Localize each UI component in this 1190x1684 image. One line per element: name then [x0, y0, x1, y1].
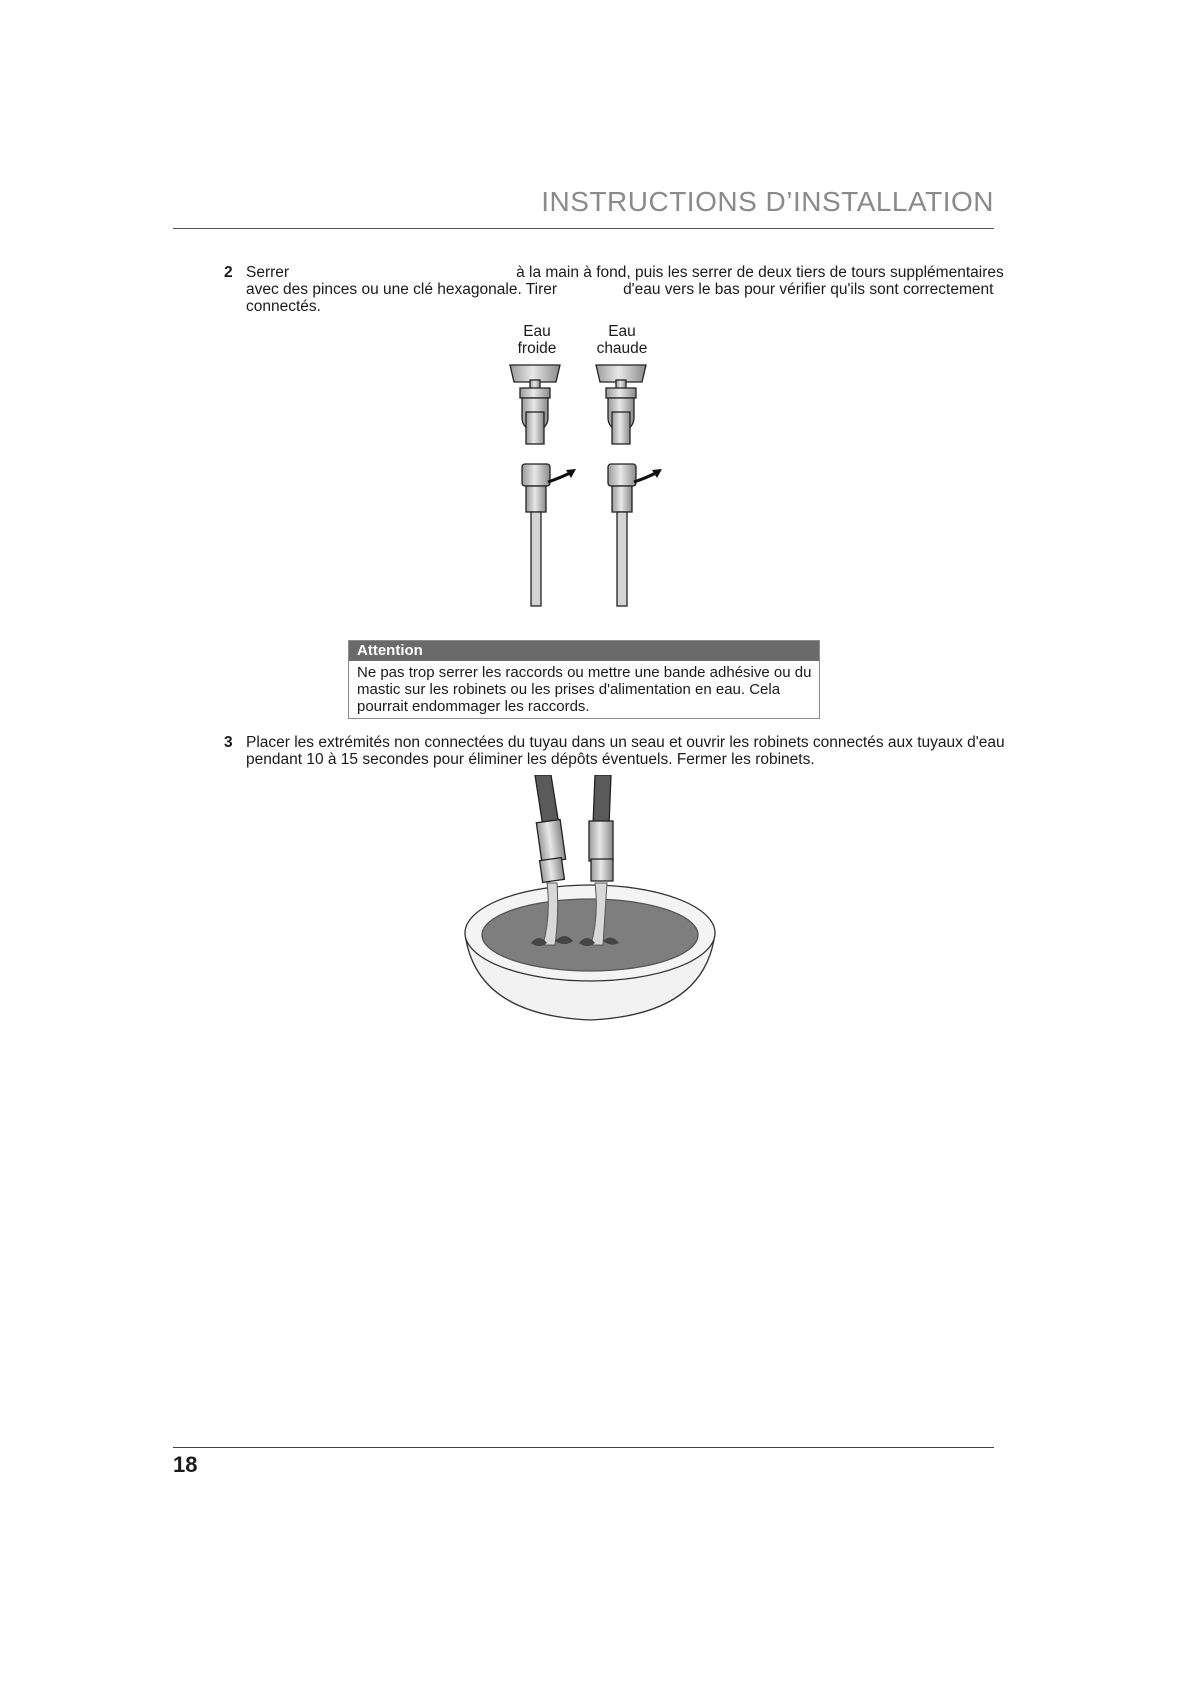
- step-3-line1: Placer les extrémités non connectées du tuyau dans un seau et ouvrir les robinets connectés aux tuyaux d'eau: [246, 734, 1005, 751]
- page-number: 18: [173, 1452, 198, 1477]
- cold-water-label: Eau froide: [517, 323, 557, 357]
- cold-faucet-icon: [510, 365, 560, 444]
- hot-water-label: Eau chaude: [596, 323, 648, 357]
- step-2-line1-a: Serrer: [246, 264, 290, 281]
- step-text: [246, 734, 1016, 768]
- step-2-line2-b: d'eau vers le bas pour vérifier qu'ils sont correctement: [623, 281, 994, 298]
- footer-divider: [173, 1447, 994, 1448]
- faucet-hose-illustration: [500, 360, 680, 610]
- tighten-arrow-icon: [548, 472, 658, 482]
- page-section-title: INSTRUCTIONS D’INSTALLATION: [541, 186, 994, 217]
- step-text: [246, 264, 1016, 315]
- hot-hose-icon: [608, 464, 636, 606]
- attention-title: Attention: [349, 641, 819, 661]
- attention-box: [348, 640, 820, 719]
- attention-text: Ne pas trop serrer les raccords ou mettre une bande adhésive ou du mastic sur les robinets ou les prises d'alimentation en eau. Cela pourrait endommager les raccords.: [357, 664, 812, 715]
- bucket-icon: [465, 885, 715, 1020]
- step-2-line1-b: à la main à fond, puis les serrer de deux tiers de tours supplémentaires: [516, 264, 1004, 281]
- bucket-flush-illustration: [455, 775, 725, 1025]
- step-2-line2-a: avec des pinces ou une clé hexagonale. Tirer: [246, 281, 558, 298]
- step-number: 2: [224, 264, 233, 281]
- step-number: 3: [224, 734, 233, 751]
- hot-faucet-icon: [596, 365, 646, 444]
- step-3-line2: pendant 10 à 15 secondes pour éliminer les dépôts éventuels. Fermer les robinets.: [246, 751, 815, 768]
- cold-hose-icon: [522, 464, 550, 606]
- hose-right-icon: [589, 775, 613, 881]
- header-divider: [173, 228, 994, 229]
- step-2-line3: connectés.: [246, 298, 321, 315]
- hose-left-icon: [535, 775, 566, 882]
